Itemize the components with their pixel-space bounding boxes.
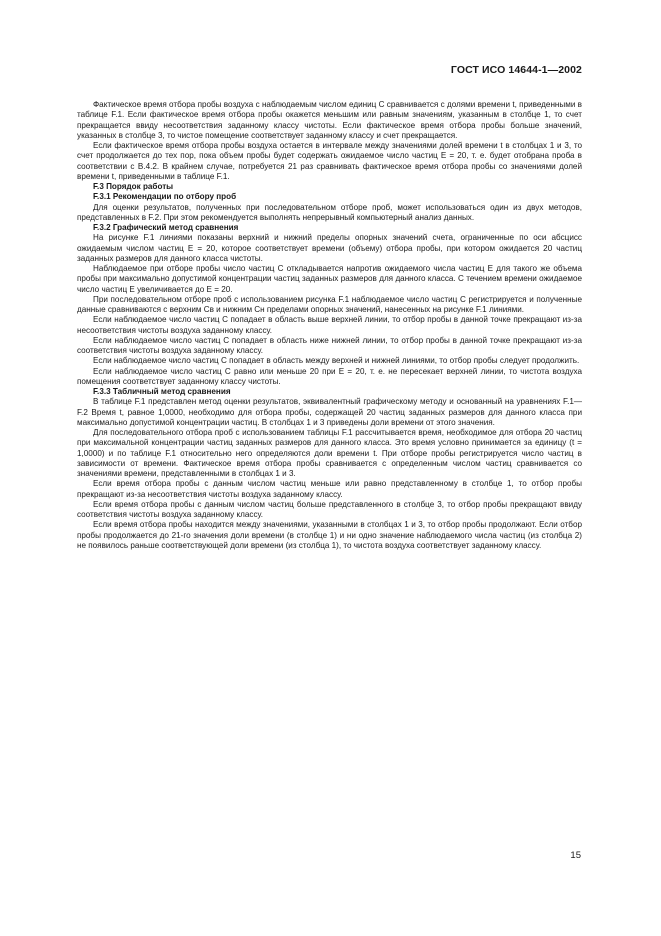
subsection-heading: F.3.2 Графический метод сравнения — [93, 223, 239, 232]
paragraph: В таблице F.1 представлен метод оценки результатов, эквивалентный графическому методу и основанный на уравнениях F.1—F.2 Время t, равное 1,0000, необходимо для отбора пробы, содержащей 20 частиц заданных размеров для данного класса при максимально допустимой концентрации частиц. В столбцах 1 и 3 приведены доли времени от этого значения. — [77, 397, 582, 427]
document-body — [77, 100, 582, 551]
paragraph: Если наблюдаемое число частиц C попадает в область выше верхней линии, то отбор пробы в данной точке прекращают из-за несоответствия чистоты воздуха заданному классу. — [77, 315, 582, 335]
paragraph: Если время отбора пробы с данным числом частиц больше представленного в столбце 3, то отбор пробы прекращают ввиду соответствия чистоты воздуха заданному классу. — [77, 499, 582, 519]
paragraph: На рисунке F.1 линиями показаны верхний и нижний пределы опорных значений счета, ограниченные по оси абсцисс ожидаемым числом частиц E = 20, которое соответствует времени (объему) отбора пробы, при котором ожидается 20 частиц заданных размеров для данного класса чистоты. — [77, 233, 582, 263]
subsection-heading: F.3.3 Табличный метод сравнения — [93, 387, 231, 396]
paragraph: Для последовательного отбора проб с использованием таблицы F.1 рассчитывается время, необходимое для отбора 20 частиц при максимальной концентрации частиц заданных размеров для данного класса. Это время условно принимается за единицу (t = 1,0000) и по таблице F.1 относительно него определяются доли времени t. При отборе пробы регистрируется число частиц в зависимости от времени. Фактическое время отбора пробы сравнивается с определенным числом частиц сравнивается со значениями времени, представленными в столбцах 1 и 3. — [77, 428, 582, 478]
paragraph: Фактическое время отбора пробы воздуха с наблюдаемым числом единиц C сравнивается с долями времени t, приведенными в таблице F.1. Если фактическое время отбора пробы окажется меньшим или равным значениям, указанным в столбце 1, то счет прекращается ввиду несоответствия заданному классу чистоты. Если фактическое время отбора пробы больше значений, указанных в столбце 3, то чистое помещение соответствует заданному классу и счет прекращается. — [77, 100, 582, 140]
paragraph: Для оценки результатов, полученных при последовательном отборе проб, может использоваться один из двух методов, представленных в F.2. При этом рекомендуется выполнять непрерывный компьютерный анализ данных. — [77, 202, 582, 222]
paragraph: Наблюдаемое при отборе пробы число частиц C откладывается напротив ожидаемого числа частиц E для такого же объема пробы при максимально допустимой концентрации частиц заданных размеров для данного класса. С течением времени ожидаемое число частиц E увеличивается до E = 20. — [77, 264, 582, 294]
paragraph: При последовательном отборе проб с использованием рисунка F.1 наблюдаемое число частиц C регистрируется и полученные данные сравниваются с верхним Cв и нижним Cн пределами опорных значений, нанесенных на рисунке F.1 линиями. — [77, 294, 582, 314]
paragraph: Если наблюдаемое число частиц C попадает в область между верхней и нижней линиями, то отбор пробы следует продолжить. — [93, 356, 580, 366]
subsection-heading: F.3.1 Рекомендации по отбору проб — [93, 192, 237, 202]
paragraph: Если фактическое время отбора пробы воздуха остается в интервале между значениями долей времени t в столбцах 1 и 3, то счет продолжается до тех пор, пока объем пробы будет содержать ожидаемое число частиц E = 20, т. е. будет отобрана проба в соответствии с В.4.2. В крайнем случае, потребуется 21 раз сравнивать фактическое время отбора пробы со значениями долей времени t, приведенными в таблице F.1. — [77, 141, 582, 181]
paragraph: Если время отбора пробы с данным числом частиц меньше или равно представленному в столбце 1, то отбор пробы прекращают из-за несоответствия чистоты воздуха заданному классу. — [77, 479, 582, 499]
document-header: ГОСТ ИСО 14644-1—2002 — [450, 64, 582, 76]
section-heading: F.3 Порядок работы — [93, 182, 174, 191]
paragraph: Если наблюдаемое число частиц C попадает в область ниже нижней линии, то отбор пробы в данной точке прекращают из-за соответствия чистоты воздуха заданному классу. — [77, 335, 582, 355]
paragraph: Если наблюдаемое число частиц C равно или меньше 20 при E = 20, т. е. не пересекает верхней линии, то чистота воздуха помещения соответствует заданному классу чистоты. — [77, 366, 582, 386]
paragraph: Если время отбора пробы находится между значениями, указанными в столбцах 1 и 3, то отбор пробы продолжают. Если отбор пробы продолжается до 21-го значения доли времени (в столбце 1) и ни одно значение наблюдаемого числа частиц (из столбца 2) не появилось раньше соответствующей доли времени (из столбца 1), то чистота воздуха соответствует заданному классу. — [77, 520, 582, 550]
page-number: 15 — [570, 850, 581, 861]
